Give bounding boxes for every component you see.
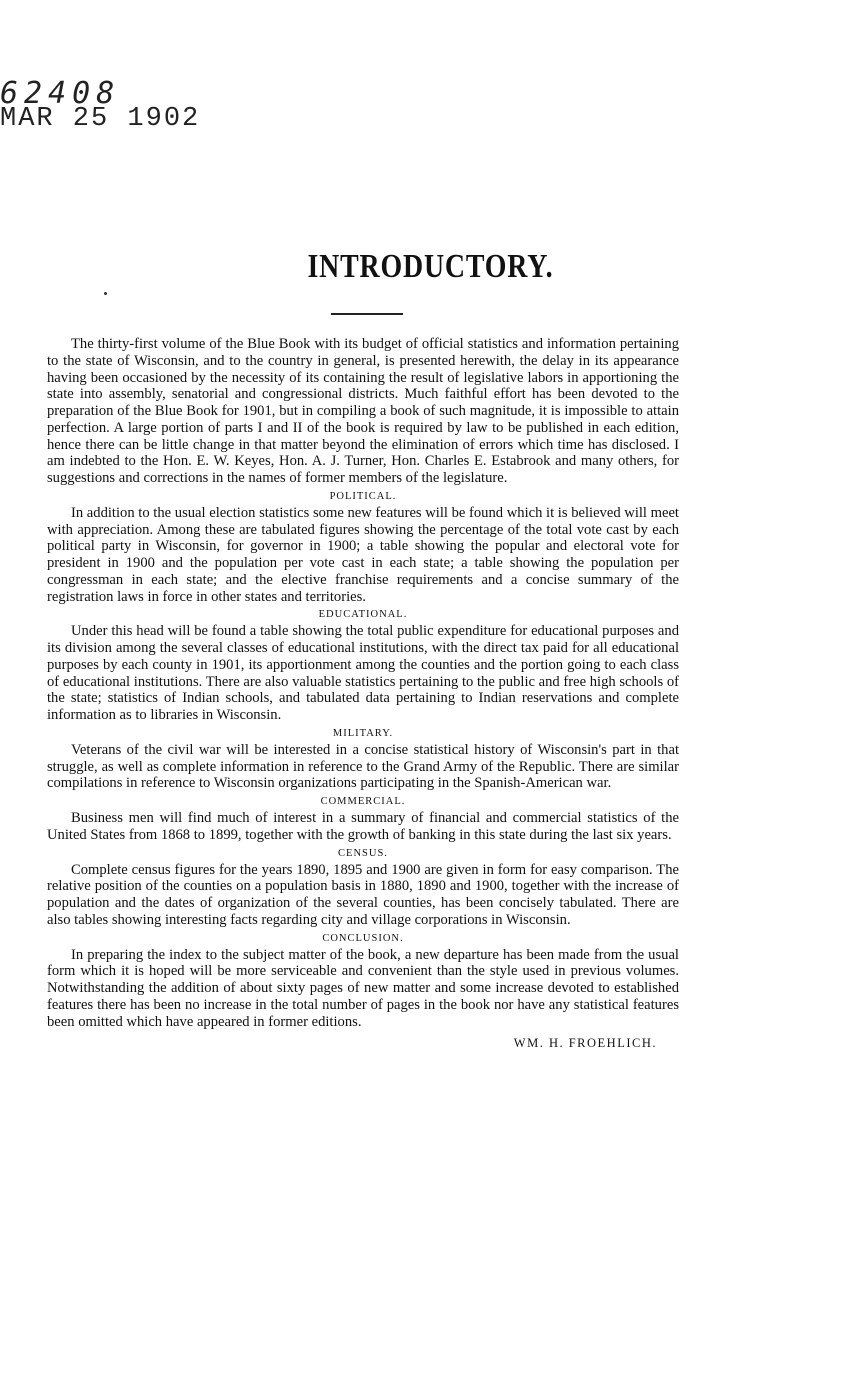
ink-speck [104, 292, 107, 295]
title-divider [331, 313, 403, 315]
accession-number-stamp: 62408 [0, 76, 121, 111]
section-paragraph-commercial: Business men will find much of interest in a summary of financial and commercial statistics of the United States from 1868 to 1899, together with the growth of banking in this state during the last six years. [47, 810, 679, 843]
page-title: INTRODUCTORY. [307, 248, 554, 285]
section-paragraph-military: Veterans of the civil war will be interested in a concise statistical history of Wisconsin's part in that struggle, as well as complete information in reference to the Grand Army of the Republic. There are similar compilations in reference to Wisconsin organizations participating in the Spanish-American war. [47, 741, 679, 792]
section-heading-military: MILITARY. [332, 727, 394, 739]
section-heading-commercial: COMMERCIAL. [320, 796, 406, 807]
intro-paragraph: The thirty-first volume of the Blue Book with its budget of official statistics and information pertaining to the state of Wisconsin, and to the country in general, is presented herewith, the delay in its appearance having been occasioned by the necessity of its containing the result of legislative labors in apportioning the state into assembly, senatorial and congressional districts. Much faithful effort has been devoted to the preparation of the Blue Book for 1901, but in compiling a book of such magnitude, it is impossible to attain perfection. A large portion of parts I and II of the book is required by law to be published in each edition, hence there can be little change in that matter beyond the elimination of errors which time has disclosed. I am indebted to the Hon. E. W. Keyes, Hon. A. J. Turner, Hon. Charles E. Estabrook and many others, for suggestions and corrections in the names of former members of the legislature. [47, 336, 679, 486]
signature: WM. H. FROEHLICH. [513, 1036, 657, 1051]
section-paragraph-conclusion: In preparing the index to the subject matter of the book, a new departure has been made from the usual form which it is hoped will be more serviceable and convenient than the style used in previous volumes. Notwithstanding the addition of about sixty pages of new matter and some increase devoted to established features there has been no increase in the total number of pages in the book nor have any statistical features been omitted which have appeared in former editions. [47, 946, 679, 1030]
section-heading-census: CENSUS. [338, 847, 388, 859]
section-paragraph-census: Complete census figures for the years 1890, 1895 and 1900 are given in form for easy comparison. The relative position of the counties on a population basis in 1880, 1890 and 1900, together with the increase of population and the dates of organization of the several counties, has been concisely tabulated. There are also tables showing interesting facts regarding city and village corporations in Wisconsin. [47, 861, 679, 928]
section-heading-educational: EDUCATIONAL. [318, 609, 408, 621]
section-paragraph-political: In addition to the usual election statistics some new features will be found which it is believed will meet with appreciation. Among these are tabulated figures showing the percentage of the total vote cast by each political party in Wisconsin, for governor in 1900; a table showing the popular and electoral vote for president in 1900 and the population per vote cast in each state; a table showing the population per congressman in each state; and the elective franchise requirements and a concise summary of the registration laws in force in other states and territories. [47, 504, 679, 605]
section-heading-political: POLITICAL. [329, 490, 397, 502]
section-heading-conclusion: CONCLUSION. [322, 932, 404, 944]
section-paragraph-educational: Under this head will be found a table showing the total public expenditure for educational purposes and its division among the several classes of educational institutions, with the direct tax paid for all educational purposes by each county in 1901, its apportionment among the counties and the portion going to each class of educational institutions. There are also valuable statistics pertaining to the public and free high schools of the state; statistics of Indian schools, and tabulated data pertaining to Indian reservations and complete information as to libraries in Wisconsin. [47, 623, 679, 723]
date-received-stamp: MAR 25 1902 [0, 104, 201, 134]
body-text [47, 336, 679, 1052]
